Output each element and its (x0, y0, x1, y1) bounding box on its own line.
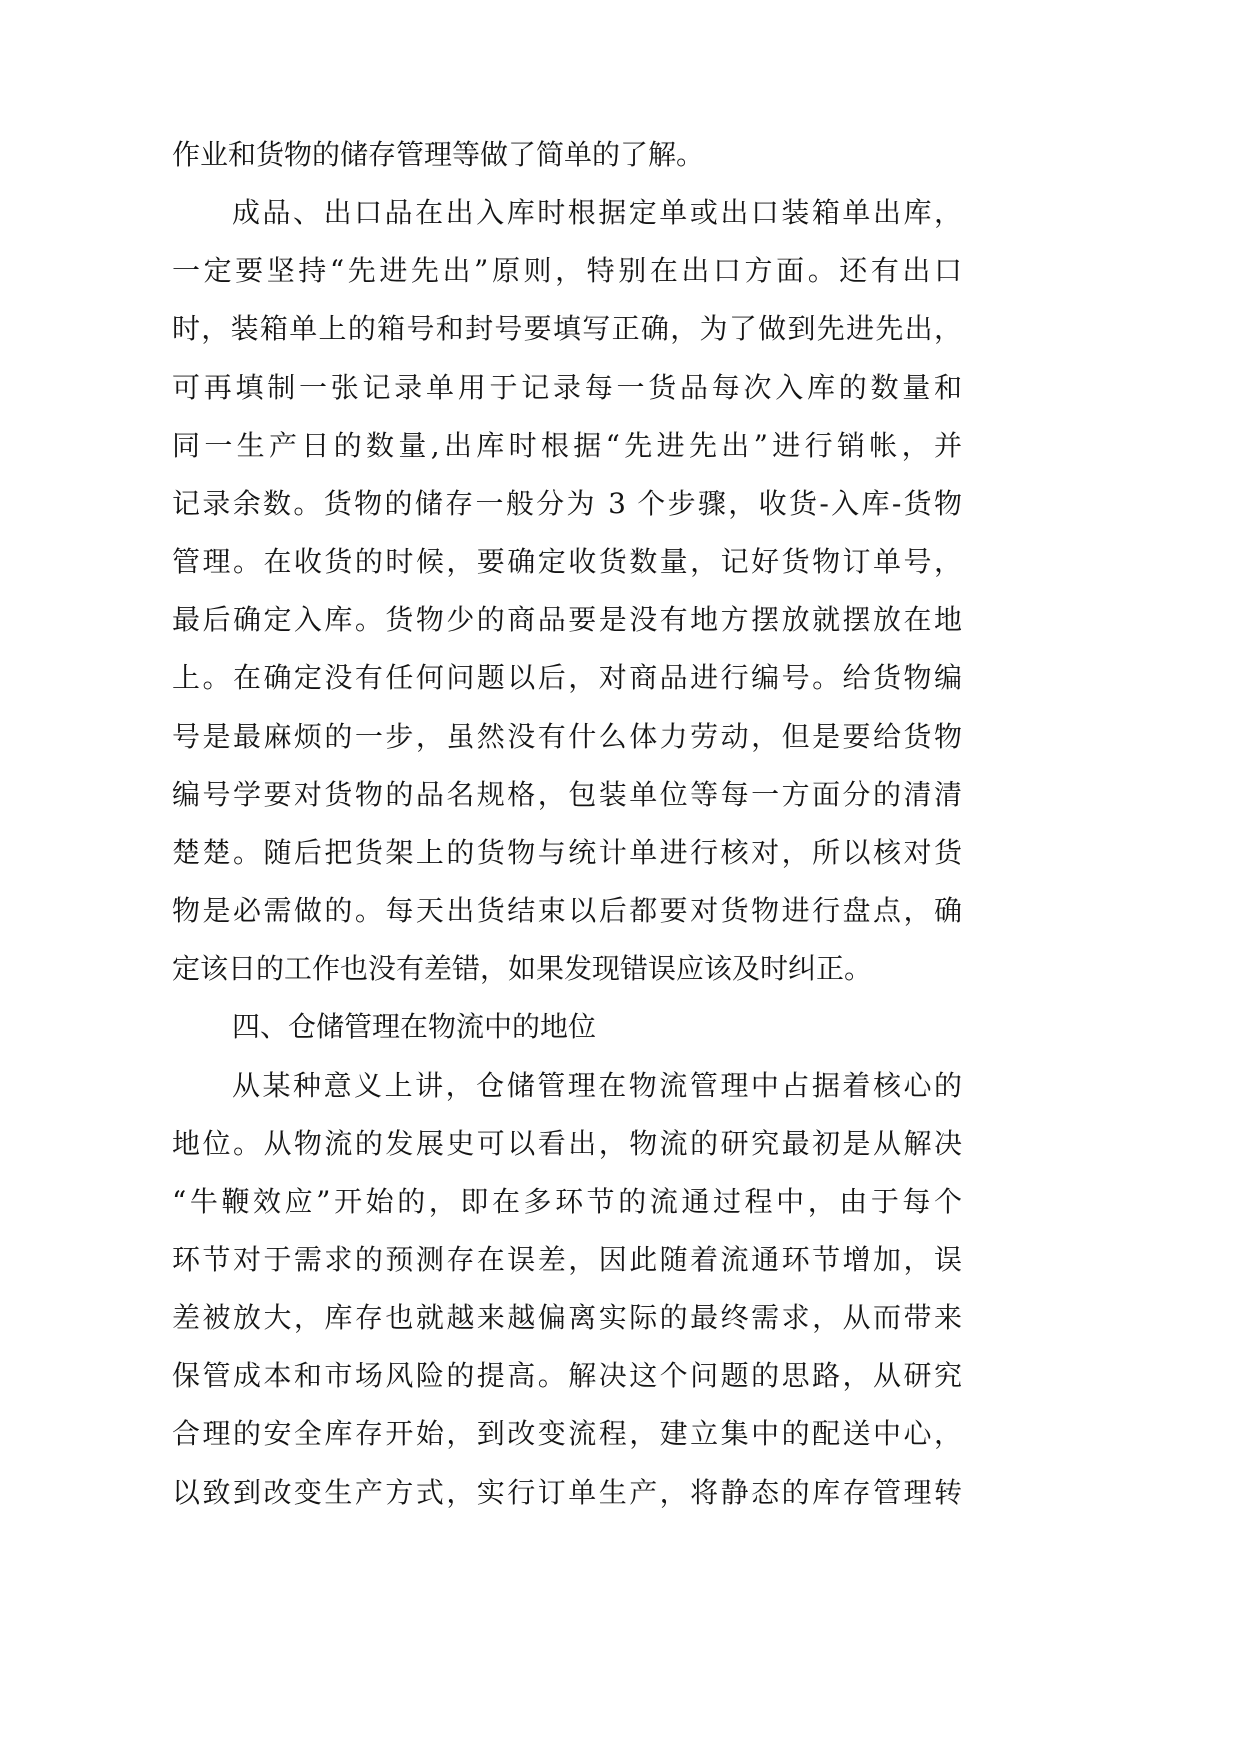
paragraph-storage-process (172, 184, 962, 998)
text-line: 楚楚。随后把货架上的货物与统计单进行核对，所以核对货 (172, 835, 962, 869)
paragraph-warehouse-role (172, 1057, 962, 1522)
text-line: 最后确定入库。货物少的商品要是没有地方摆放就摆放在地 (172, 603, 962, 637)
text-line: 上。在确定没有任何问题以后，对商品进行编号。给货物编 (172, 661, 962, 695)
section-heading-block (172, 998, 962, 1056)
text-line: 时，装箱单上的箱号和封号要填写正确，为了做到先进先出， (172, 312, 962, 346)
text-line: 可再填制一张记录单用于记录每一货品每次入库的数量和 (172, 370, 962, 404)
text-line: 保管成本和市场风险的提高。解决这个问题的思路，从研究 (172, 1359, 962, 1393)
text-line: 定该日的工作也没有差错，如果发现错误应该及时纠正。 (172, 952, 873, 986)
text-line: 作业和货物的储存管理等做了简单的了解。 (172, 138, 705, 171)
text-line: “牛鞭效应”开始的，即在多环节的流通过程中，由于每个 (172, 1184, 962, 1218)
text-line: 成品、出口品在出入库时根据定单或出口装箱单出库， (232, 196, 962, 230)
text-line: 号是最麻烦的一步，虽然没有什么体力劳动，但是要给货物 (172, 719, 962, 753)
text-line: 差被放大，库存也就越来越偏离实际的最终需求，从而带来 (172, 1301, 962, 1335)
text-line: 同一生产日的数量,出库时根据“先进先出”进行销帐，并 (172, 428, 962, 462)
document-body (172, 126, 962, 1522)
text-line: 一定要坚持“先进先出”原则，特别在出口方面。还有出口 (172, 254, 962, 288)
text-line: 管理。在收货的时候，要确定收货数量，记好货物订单号， (172, 545, 962, 579)
text-line: 合理的安全库存开始，到改变流程，建立集中的配送中心， (172, 1417, 962, 1451)
text-line: 地位。从物流的发展史可以看出，物流的研究最初是从解决 (172, 1126, 962, 1160)
text-line: 以致到改变生产方式，实行订单生产，将静态的库存管理转 (172, 1475, 962, 1509)
text-line: 物是必需做的。每天出货结束以后都要对货物进行盘点，确 (172, 894, 962, 928)
text-line: 从某种意义上讲，仓储管理在物流管理中占据着核心的 (232, 1068, 962, 1102)
paragraph-continued (172, 126, 962, 184)
text-line: 环节对于需求的预测存在误差，因此随着流通环节增加，误 (172, 1242, 962, 1276)
text-line: 记录余数。货物的储存一般分为 3 个步骤，收货-入库-货物 (172, 486, 962, 520)
section-heading: 四、仓储管理在物流中的地位 (232, 1010, 597, 1044)
text-line: 编号学要对货物的品名规格，包装单位等每一方面分的清清 (172, 777, 962, 811)
